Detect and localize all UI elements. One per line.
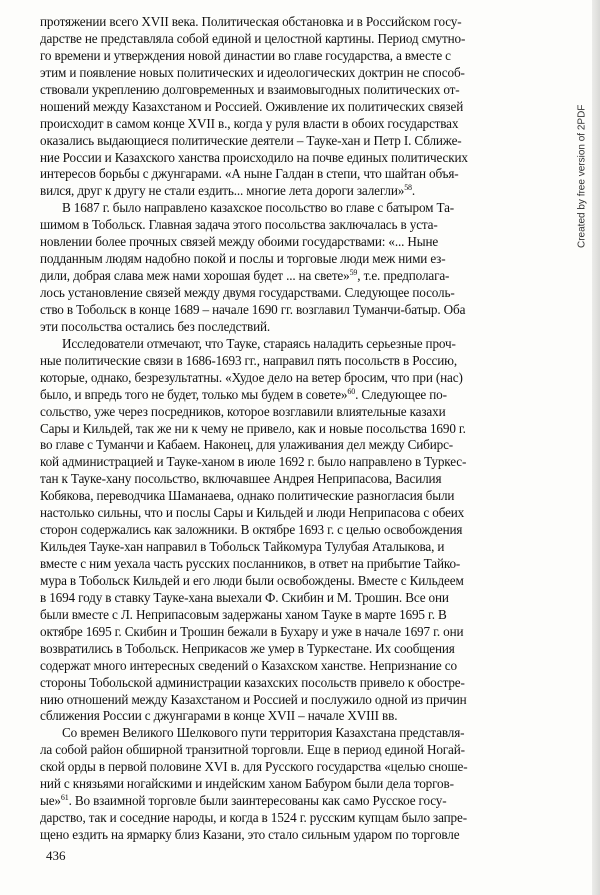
text-line: нию отношений между Казахстаном и Россией и послужило одной из причин (40, 691, 467, 707)
text-line: ской орды в первой половине XVI в. для Русского государства «целью сноше- (40, 759, 468, 775)
footnote-marker: 61 (60, 793, 69, 803)
text-line: В 1687 г. было направлено казахское посольство во главе с батыром Та- (62, 200, 455, 216)
text-line: в 1694 году в ставку Тауке-хана выехали Ф. Скибин и М. Трошин. Все они (40, 589, 449, 605)
text-line: лось установление связей между двумя государствами. Следующее посоль- (40, 285, 455, 300)
text-line: Кобякова, переводчика Шаманаева, однако политические разногласия были (40, 488, 455, 504)
text-line: этим и появление новых политических и идеологических доктрин не способ- (40, 64, 465, 80)
text-line: сближения России с джунгарами в конце XVII – начале XVIII вв. (40, 708, 398, 724)
text-line: ношений между Казахстаном и Россией. Оживление их политических связей (40, 98, 464, 114)
text-line: были вместе с Л. Неприпасовым задержаны ханом Тауке в марте 1695 г. В (40, 606, 447, 622)
paragraph (40, 336, 555, 726)
text-line: которые, однако, безрезультатны. «Худое дело на ветер бросим, что при (нас) (40, 369, 463, 385)
text-line: ний с князьями ногайскими и индейским ханом Бабуром были дела торгов- (40, 776, 454, 792)
text-line: протяжении всего XVII века. Политическая обстановка и в Российском госу- (40, 14, 462, 29)
text-line: Кильдея Тауке-хан направил в Тобольск Тайкомура Тулубая Аталыкова, и (40, 539, 445, 555)
text-line: эти посольства остались без последствий. (40, 318, 271, 334)
text-line: сольство, уже через посредников, которое возглавили влиятельные казахи (40, 403, 446, 419)
text-line: октябре 1695 г. Скибин и Трошин бежали в Бухару и уже в начале 1697 г. они (40, 623, 464, 639)
footnote-marker: 59 (349, 268, 358, 278)
text-line: настолько сильны, что и послы Сары и Кильдей и люди Неприпасова с обеих (40, 505, 465, 521)
text-line: Сары и Кильдей, так же ни к чему не привело, как и новые посольства 1690 г. (40, 420, 466, 436)
text-line: интересов борьбы с джунгарами. «А ныне Галдан в степи, что шайтан объя- (40, 166, 459, 182)
text-line: кой администрацией и Тауке-ханом в июле 1692 г. было направлено в Туркес- (40, 454, 467, 470)
text-line: сторон содержались как заложники. В октябре 1693 г. с целью освобождения (40, 522, 463, 538)
text-line: ла собой район обширной транзитной торговли. Еще в период единой Ногай- (40, 742, 465, 758)
text-line: го времени и утверждения новой династии во главе государства, а вместе с (40, 47, 451, 63)
text-line: тан к Тауке-хану посольство, включавшее Андрея Неприпасова, Василия (40, 471, 442, 487)
text-line: ствовали укреплению долговременных и взаимовыгодных политических от- (40, 81, 460, 97)
text-line: дарстве не представляла собой единой и целостной картины. Период смутно- (40, 30, 466, 46)
text-line: вместе с ним уехала часть русских посланников, в ответ на прибытие Тайко- (40, 556, 461, 571)
text-line: Исследователи отмечают, что Тауке, стараясь наладить серьезные проч- (62, 335, 456, 351)
text-line: оказались выдающиеся политические деятели – Тауке-хан и Петр I. Сближе- (40, 132, 462, 148)
text-line: стороны Тобольской администрации казахских посольств привело к обостре- (40, 674, 465, 690)
footnote-marker: 58 (404, 183, 412, 193)
text-line: ые»$^{61}$. Во взаимной торговле были заинтересованы как само Русское госу- (40, 793, 447, 809)
text-line: подданным людям надобно покой и послы и торговые люди меж ними ез- (40, 251, 446, 267)
paragraph (40, 200, 555, 336)
text-line: Со времен Великого Шелкового пути территория Казахстана представля- (62, 725, 465, 741)
text-line: дили, добрая слава меж нами хорошая будет ... на свете»$^{59}$, т.е. предполага- (40, 268, 450, 284)
text-line: новлении более прочных связей между обоими государствами: «... Ныне (40, 234, 439, 250)
paragraph (40, 14, 555, 200)
footnote-marker: 60 (347, 386, 356, 396)
text-line: возвратились в Тобольск. Неприкасов же умер в Туркестане. Их сообщения (40, 640, 455, 656)
text-line: было, и впредь того не будет, только мы будем в совете»$^{60}$. Следующее по- (40, 386, 447, 402)
document-body (40, 14, 555, 844)
page-spine-shadow (592, 0, 600, 895)
text-line: дарство, так и соседние народы, и когда в 1524 г. русским купцам было запре- (40, 810, 467, 826)
text-line: содержат много интересных сведений о Казахском ханстве. Непризнание со (40, 657, 457, 673)
text-line: мура в Тобольск Кильдей и его люди были освобождены. Вместе с Кильдеем (40, 572, 464, 588)
paragraph (40, 725, 555, 844)
text-line: шимом в Тобольск. Главная задача этого посольства заключалась в уста- (40, 217, 438, 233)
text-line: вился, друг к другу не стали ездить... многие лета дороги залегли»$^{58}$. (40, 183, 416, 199)
text-line: происходит в самом конце XVII в., когда у руля власти в обоих государствах (40, 115, 459, 131)
text-line: ные политические связи в 1686-1693 гг., направил пять посольств в Россию, (40, 352, 458, 368)
text-line: ство в Тобольск в конце 1689 – начале 1690 гг. возглавил Туманчи-батыр. Оба (40, 301, 466, 317)
text-line: щено ездить на ярмарку близ Казани, это стало сильным ударом по торговле (40, 827, 460, 842)
text-line: во главе с Туманчи и Кабаем. Наконец, для улаживания дел между Сибирс- (40, 437, 454, 453)
page-number: 436 (46, 848, 66, 863)
text-line: ние России и Казахского ханства происходило на почве единых политических (40, 149, 468, 165)
pdf-watermark: Created by free version of 2PDF (576, 104, 588, 248)
